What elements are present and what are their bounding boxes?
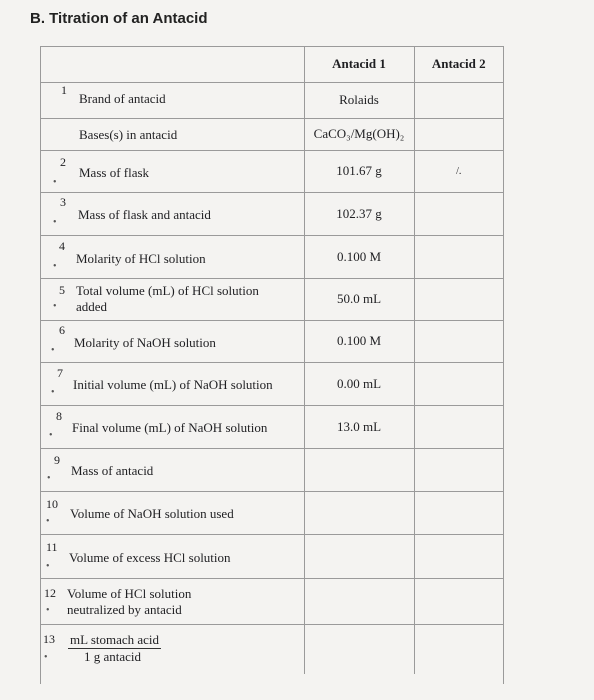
antacid2-value[interactable]: [414, 118, 503, 150]
fraction-numerator: mL stomach acid: [70, 631, 160, 647]
row-number: 6: [59, 322, 65, 337]
row-label-cell: [41, 362, 304, 405]
antacid1-value[interactable]: [304, 491, 414, 534]
table-row: [41, 491, 503, 534]
row-number: 1: [61, 82, 67, 97]
row-label-cell: [41, 82, 304, 118]
antacid2-value[interactable]: [414, 405, 503, 448]
antacid1-value[interactable]: [304, 624, 414, 674]
antacid1-value[interactable]: [304, 578, 414, 624]
antacid2-value[interactable]: /.: [414, 150, 503, 192]
row-number: 9: [54, 452, 60, 467]
antacid1-value[interactable]: [304, 534, 414, 578]
table-row: [41, 448, 503, 491]
row-number: 3: [60, 194, 66, 209]
row-label: Mass of flask and antacid: [78, 206, 211, 222]
data-table: [41, 47, 503, 674]
antacid2-value[interactable]: [414, 278, 503, 320]
row-label: Volume of excess HCl solution: [69, 549, 231, 565]
bullet-dot: •: [53, 176, 57, 188]
table-row: [41, 118, 503, 150]
bullet-dot: •: [53, 300, 57, 312]
row-label-cell: [41, 405, 304, 448]
table-row: [41, 235, 503, 278]
bullet-dot: •: [51, 386, 55, 398]
row-label-cell: [41, 320, 304, 362]
data-table-sheet: [40, 46, 504, 684]
row-label-cell: [41, 578, 304, 624]
antacid1-value[interactable]: CaCO₃/Mg(OH)₂: [304, 118, 414, 150]
fraction-denominator: 1 g antacid: [84, 648, 142, 664]
row-label: Mass of flask: [79, 164, 150, 180]
antacid1-value[interactable]: 0.100 M: [304, 235, 414, 278]
row-label-cell: [41, 278, 304, 320]
antacid1-value[interactable]: 101.67 g: [304, 150, 414, 192]
table-row: [41, 192, 503, 235]
row-label: Volume of NaOH solution used: [70, 505, 234, 521]
row-label: Initial volume (mL) of NaOH solution: [73, 376, 273, 392]
antacid2-value[interactable]: [414, 624, 503, 674]
antacid2-value[interactable]: [414, 448, 503, 491]
bullet-dot: •: [53, 260, 57, 272]
header-blank: [41, 47, 304, 82]
header-antacid-1: Antacid 1: [304, 47, 414, 82]
bullet-dot: •: [53, 216, 57, 228]
table-row: [41, 624, 503, 674]
row-number: 5: [59, 282, 65, 297]
fraction-label: [68, 632, 161, 665]
antacid1-value[interactable]: 102.37 g: [304, 192, 414, 235]
row-number: 4: [59, 238, 65, 253]
row-label: Brand of antacid: [79, 90, 166, 106]
antacid1-value[interactable]: 0.100 M: [304, 320, 414, 362]
antacid1-value[interactable]: 0.00 mL: [304, 362, 414, 405]
bullet-dot: •: [47, 472, 51, 484]
row-label-cell: [41, 118, 304, 150]
row-label-cell: [41, 534, 304, 578]
row-number: 12: [44, 585, 56, 600]
page-heading: B. Titration of an Antacid: [30, 10, 208, 27]
row-label-cell: [41, 192, 304, 235]
row-label: Molarity of HCl solution: [76, 250, 206, 266]
antacid2-value[interactable]: [414, 192, 503, 235]
bullet-dot: •: [46, 515, 50, 527]
row-label: Volume of HCl solution neutralized by antacid: [67, 585, 192, 617]
table-row: [41, 82, 503, 118]
row-number: 2: [60, 154, 66, 169]
antacid1-value[interactable]: 50.0 mL: [304, 278, 414, 320]
antacid2-value[interactable]: [414, 320, 503, 362]
antacid2-value[interactable]: [414, 235, 503, 278]
row-label-cell: [41, 448, 304, 491]
row-number: 11: [46, 539, 58, 554]
bullet-dot: •: [44, 651, 48, 663]
row-label-cell: [41, 624, 304, 674]
antacid1-value[interactable]: Rolaids: [304, 82, 414, 118]
table-row: [41, 150, 503, 192]
row-label: Mass of antacid: [71, 462, 154, 478]
bullet-dot: •: [49, 429, 53, 441]
row-number: 10: [46, 496, 58, 511]
bullet-dot: •: [46, 560, 50, 572]
antacid2-value[interactable]: [414, 578, 503, 624]
antacid2-value[interactable]: [414, 362, 503, 405]
row-label: Molarity of NaOH solution: [74, 334, 216, 350]
header-antacid-2: Antacid 2: [414, 47, 503, 82]
table-row: [41, 320, 503, 362]
row-number: 7: [57, 365, 63, 380]
bullet-dot: •: [46, 604, 50, 616]
table-row: [41, 278, 503, 320]
table-row: [41, 534, 503, 578]
row-number: 13: [43, 631, 55, 646]
row-label: Final volume (mL) of NaOH solution: [72, 419, 268, 435]
row-label-cell: [41, 150, 304, 192]
table-row: [41, 578, 503, 624]
bullet-dot: •: [51, 344, 55, 356]
antacid2-value[interactable]: [414, 491, 503, 534]
antacid2-value[interactable]: [414, 82, 503, 118]
row-label: Total volume (mL) of HCl solution added: [76, 282, 259, 314]
row-label: Bases(s) in antacid: [79, 126, 178, 142]
row-number: 8: [56, 408, 62, 423]
antacid1-value[interactable]: [304, 448, 414, 491]
table-row: [41, 405, 503, 448]
row-label-cell: [41, 491, 304, 534]
antacid1-value[interactable]: 13.0 mL: [304, 405, 414, 448]
antacid2-value[interactable]: [414, 534, 503, 578]
row-label-cell: [41, 235, 304, 278]
table-row: [41, 362, 503, 405]
